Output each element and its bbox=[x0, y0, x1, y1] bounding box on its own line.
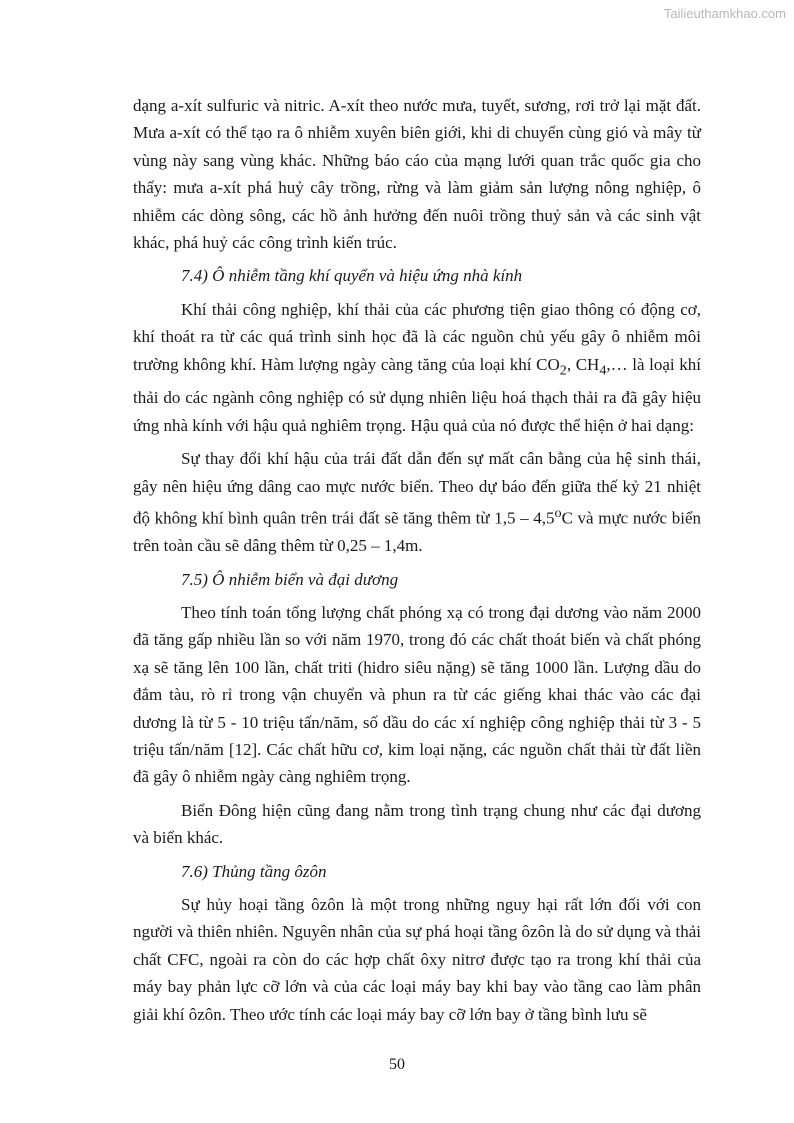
paragraph-greenhouse: Khí thải công nghiệp, khí thải của các phương tiện giao thông có động cơ, khí thoát ra từ các quá trình sinh học đã là các nguồn chủ yếu gây ô nhiễm môi trường không khí. Hàm lượng ngày càng tăng của loại khí $CO_2$, $CH_4,\dots$ là loại khí thải do các ngành công nghiệp có sử dụng nhiên liệu hoá thạch thải ra đã gây hiệu ứng nhà kính với hậu quả nghiêm trọng. Hậu quả của nó được thể hiện ở hai dạng: bbox=[133, 299, 701, 435]
document-body bbox=[133, 92, 701, 1028]
paragraph-acid-rain: dạng a-xít sulfuric và nitric. A-xít theo nước mưa, tuyết, sương, rơi trở lại mặt đất. Mưa a-xít có thể tạo ra ô nhiễm xuyên biên giới, khi di chuyển cùng gió và mây từ vùng này sang vùng khác. Những báo cáo của mạng lưới quan trắc quốc gia cho thấy: mưa a-xít phá huỷ cây trồng, rừng và làm giảm sản lượng nông nghiệp, ô nhiễm các dòng sông, các hồ ảnh hưởng đến nuôi trồng thuỷ sản và các sinh vật khác, phá huỷ các công trình kiến trúc. bbox=[133, 96, 701, 253]
section-heading-7-4: 7.4) Ô nhiễm tầng khí quyển và hiệu ứng nhà kính bbox=[181, 266, 523, 286]
paragraph-east-sea: Biển Đông hiện cũng đang nằm trong tình trạng chung như các đại dương và biển khác. bbox=[133, 800, 701, 848]
section-heading-7-5: 7.5) Ô nhiễm biển và đại dương bbox=[181, 569, 399, 589]
paragraph-ozone: Sự hủy hoại tầng ôzôn là một trong những nguy hại rất lớn đối với con người và thiên nhiên. Nguyên nhân của sự phá hoại tầng ôzôn là do sử dụng và thải chất CFC, ngoài ra còn do các hợp chất ôxy nitrơ được tạo ra trong khí thải của máy bay phản lực cỡ lớn và của các loại máy bay khi bay vào tầng cao làm phân giải khí ôzôn. Theo ước tính các loại máy bay cỡ lớn bay ở tầng bình lưu sẽ bbox=[133, 895, 701, 1024]
paragraph-ocean-pollution: Theo tính toán tổng lượng chất phóng xạ có trong đại dương vào năm 2000 đã tăng gấp nhiều lần so với năm 1970, trong đó các chất thoát biến và chất phóng xạ sẽ tăng lên 100 lần, chất triti (hidro siêu nặng) sẽ tăng 1000 lần. Lượng dầu do đắm tàu, rò rỉ trong vận chuyển và phun ra từ các giếng khai thác vào các đại dương là từ 5 - 10 triệu tấn/năm, số dầu do các xí nghiệp công nghiệp thải từ 3 - 5 triệu tấn/năm [12]. Các chất hữu cơ, kim loại nặng, các nguồn chất thải từ đất liền đã gây ô nhiễm ngày càng nghiêm trọng. bbox=[133, 602, 701, 787]
section-heading-7-6: 7.6) Thủng tầng ôzôn bbox=[181, 861, 327, 881]
watermark: Tailieuthamkhao.com bbox=[663, 6, 786, 21]
page-number: 50 bbox=[389, 1056, 405, 1073]
paragraph-climate-change: Sự thay đổi khí hậu của trái đất dẫn đến sự mất cân bằng của hệ sinh thái, gây nên hiệu ứng dâng cao mực nước biển. Theo dự báo đến giữa thế kỷ 21 nhiệt độ không khí bình quân trên trái đất sẽ tăng thêm từ 1,5 – 4,5$^o$C và mực nước biển trên toàn cầu sẽ dâng thêm từ 0,25 – 1,4m. bbox=[133, 449, 701, 556]
